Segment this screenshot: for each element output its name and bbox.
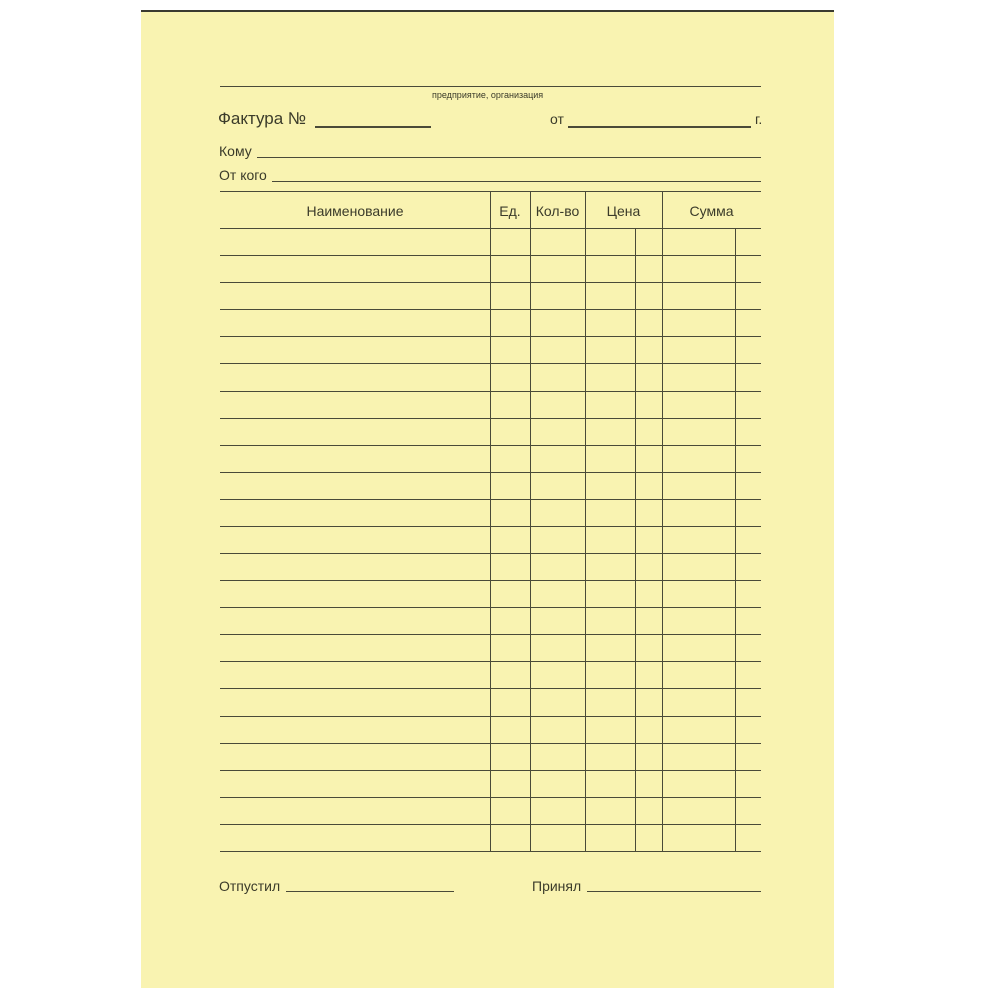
invoice-number-field[interactable] — [315, 126, 431, 128]
invoice-date-field[interactable] — [568, 126, 751, 128]
organization-line — [220, 86, 761, 87]
released-by-field[interactable] — [286, 891, 454, 892]
column-divider-sum — [662, 191, 663, 851]
column-divider-qty — [530, 191, 531, 851]
received-by-field[interactable] — [587, 891, 761, 892]
table-row[interactable] — [220, 851, 761, 852]
column-header-price: Цена — [606, 203, 641, 219]
column-header-sum: Сумма — [689, 203, 734, 219]
organization-caption: предприятие, организация — [432, 90, 544, 100]
column-header-name: Наименование — [306, 203, 404, 219]
recipient-field[interactable] — [257, 157, 761, 158]
date-from-label: от — [550, 111, 564, 127]
received-by-label: Принял — [532, 878, 582, 894]
column-divider-unit — [490, 191, 491, 851]
recipient-label: Кому — [219, 143, 252, 159]
year-suffix: г. — [755, 111, 763, 127]
column-divider-price — [585, 191, 586, 851]
invoice-form-sheet — [141, 10, 834, 988]
column-divider-price-fraction — [635, 228, 636, 851]
column-header-qty: Кол-во — [535, 203, 580, 219]
sender-label: От кого — [219, 167, 267, 183]
invoice-number-label: Фактура № — [218, 109, 307, 128]
column-header-unit: Ед. — [499, 203, 521, 219]
released-by-label: Отпустил — [219, 878, 281, 894]
sender-field[interactable] — [272, 181, 761, 182]
column-divider-sum-fraction — [735, 228, 736, 851]
